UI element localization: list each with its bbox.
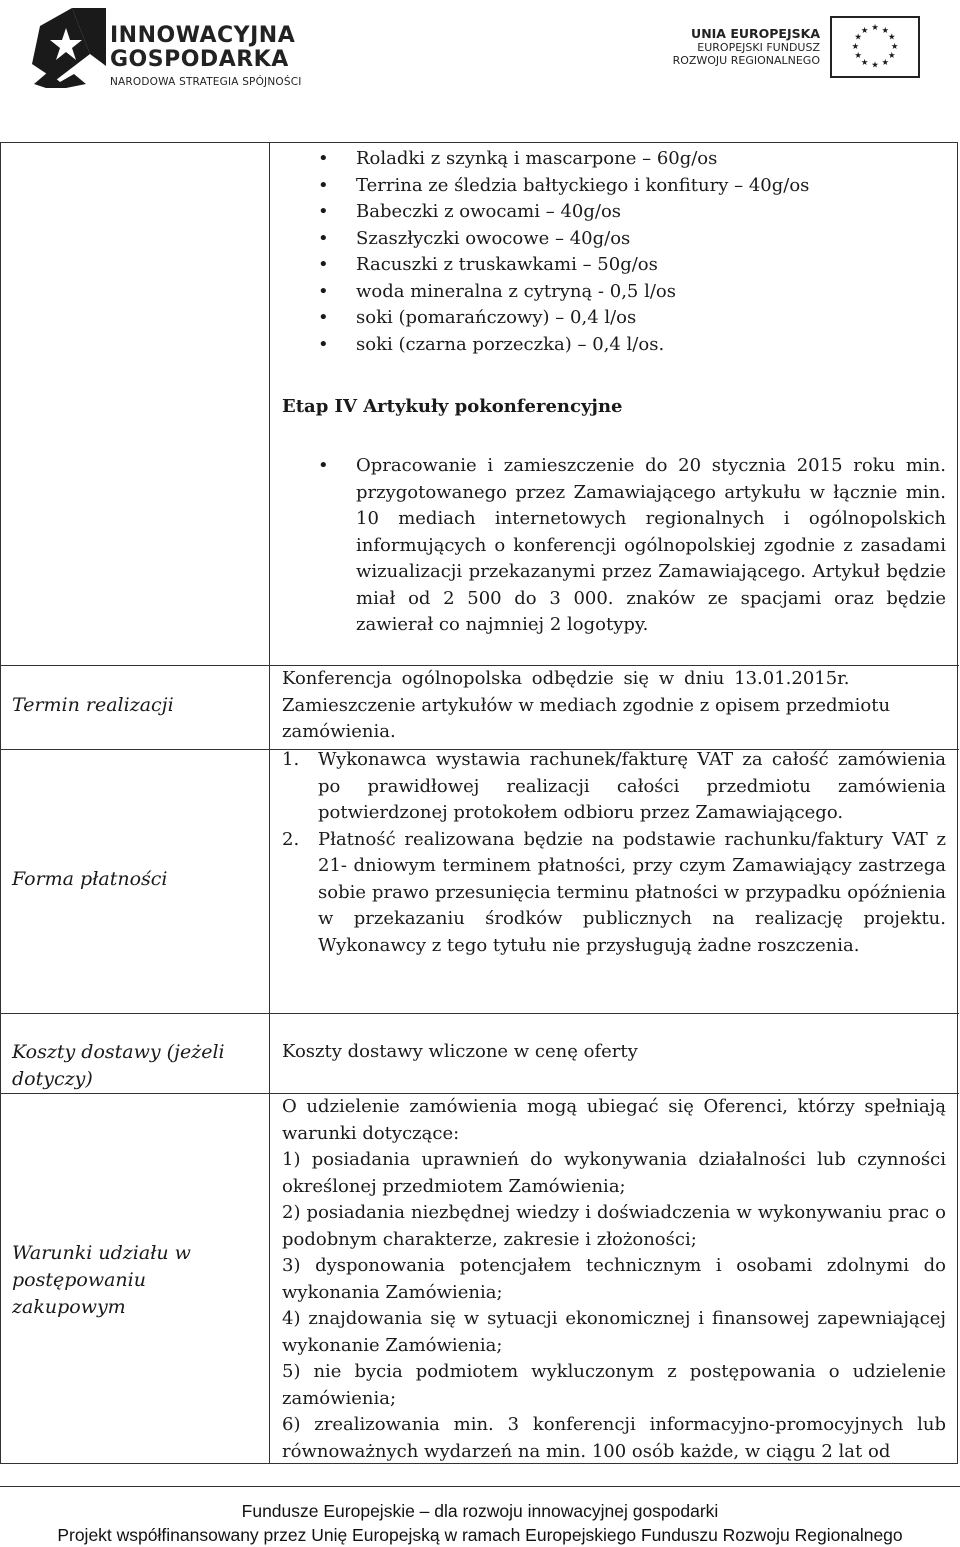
list-item: • soki (pomarańczowy) – 0,4 l/os [282, 305, 946, 332]
stage-list [282, 453, 946, 639]
logo-subtitle: NARODOWA STRATEGIA SPÓJNOŚCI [110, 76, 302, 88]
forma-platnosci-content [282, 747, 946, 959]
list-item: • Opracowanie i zamieszczenie do 20 stycznia 2015 roku min. przygotowanego przez Zamawiającego artykułu w łącznie min. 10 mediach internetowych regionalnych i ogólnopolskich informujących o konferencji ogólnopolskiej zgodnie z zasadami wizualizacji przekazanymi przez Zamawiającego. Artykuł będzie miał od 2 500 do 3 000. znaków ze spacjami oraz będzie zawierał co najmniej 2 logotypy. [282, 453, 946, 639]
row-label-warunki-udzialu: Warunki udziału w postępowaniu zakupowym [12, 1242, 191, 1318]
svg-text:★: ★ [888, 50, 896, 61]
eu-logo [670, 16, 920, 82]
conference-date: Konferencja ogólnopolska odbędzie się w dniu 13.01.2015r. [282, 668, 850, 689]
conditions-intro: O udzielenie zamówienia mogą ubiegać się Oferenci, którzy spełniają warunki dotyczące: [282, 1096, 946, 1144]
logo-title: INNOWACYJNA GOSPODARKA [110, 23, 296, 72]
condition-item: 4) znajdowania się w sytuacji ekonomicznej i finansowej zapewniającej wykonanie Zamówienia; [282, 1308, 946, 1356]
list-item: • Racuszki z truskawkami – 50g/os [282, 252, 946, 279]
list-item: 1. Wykonawca wystawia rachunek/fakturę VAT za całość zamówienia po prawidłowej realizacji całości przedmiotu zamówienia potwierdzonej protokołem odbioru przez Zamawiającego. [282, 749, 946, 823]
column-divider [269, 143, 270, 1463]
eu-logo-text: UNIA EUROPEJSKA EUROPEJSKI FUNDUSZ ROZWOJU REGIONALNEGO [672, 26, 820, 67]
list-item: • Szaszłyczki owocowe – 40g/os [282, 226, 946, 253]
payment-terms-list [282, 747, 946, 959]
list-item: • woda mineralna z cytryną - 0,5 l/os [282, 279, 946, 306]
footer-line-1: Fundusze Europejskie – dla rozwoju innowacyjnej gospodarki [241, 1501, 719, 1521]
svg-text:★: ★ [871, 22, 879, 33]
innowacyjna-gospodarka-logo-icon [26, 6, 108, 90]
stage-content [282, 453, 946, 639]
row-label-forma-platnosci: Forma płatności [12, 868, 168, 890]
svg-text:★: ★ [860, 56, 869, 67]
articles-note: Zamieszczenie artykułów w mediach zgodnie z opisem przedmiotu zamówienia. [282, 694, 891, 742]
condition-item: 6) zrealizowania min. 3 konferencji informacyjno-promocyjnych lub równoważnych wydarzeń na min. 100 osób każde, w ciągu 2 lat od [282, 1414, 946, 1462]
list-item: • Babeczki z owocami – 40g/os [282, 199, 946, 226]
svg-text:★: ★ [890, 40, 899, 51]
stage-heading: Etap IV Artykuły pokonferencyjne [282, 396, 623, 417]
svg-text:★: ★ [851, 40, 860, 51]
list-item: • Terrina ze śledzia bałtyckiego i konfitury – 40g/os [282, 173, 946, 200]
menu-list [282, 146, 946, 358]
list-item: 2. Płatność realizowana będzie na podstawie rachunku/faktury VAT z 21- dniowym terminem płatności, przy czym Zamawiający zastrzega sobie prawo przesunięcia terminu płatności w przypadku opóźnienia w przekazaniu środków publicznych na realizację projektu. Wykonawcy z tego tytułu nie przysługują żadne roszczenia. [282, 828, 946, 956]
condition-item: 5) nie bycia podmiotem wykluczonym z postępowania o udzielenie zamówienia; [282, 1361, 946, 1409]
innowacyjna-gospodarka-logo [26, 6, 316, 90]
svg-text:★: ★ [881, 56, 890, 67]
page-footer [0, 1486, 960, 1547]
condition-item: 3) dysponowania potencjałem technicznym i osobami zdolnymi do wykonania Zamówienia; [282, 1255, 946, 1303]
svg-text:★: ★ [871, 59, 879, 70]
termin-realizacji-content [282, 666, 946, 746]
svg-text:★: ★ [860, 24, 869, 35]
page-header [0, 0, 960, 100]
eu-flag-icon [830, 16, 920, 78]
row-label-koszty-dostawy: Koszty dostawy (jeżeli dotyczy) [12, 1041, 225, 1090]
catering-menu [282, 146, 946, 358]
condition-item: 2) posiadania niezbędnej wiedzy i doświadczenia w wykonywaniu prac o podobnym charakterze, zakresie i złożoności; [282, 1202, 946, 1250]
list-item: • Roladki z szynką i mascarpone – 60g/os [282, 146, 946, 173]
row-divider [1, 1013, 959, 1014]
list-item: • soki (czarna porzeczka) – 0,4 l/os. [282, 332, 946, 359]
row-label-termin-realizacji: Termin realizacji [12, 694, 174, 716]
koszty-dostawy-content: Koszty dostawy wliczone w cenę oferty [282, 1041, 638, 1062]
svg-text:★: ★ [854, 50, 862, 61]
svg-text:★: ★ [888, 31, 896, 42]
footer-line-2: Projekt współfinansowany przez Unię Europejską w ramach Europejskiego Funduszu Rozwoju Regionalnego [57, 1525, 903, 1545]
warunki-udzialu-content [282, 1094, 946, 1465]
svg-text:★: ★ [881, 24, 890, 35]
condition-item: 1) posiadania uprawnień do wykonywania działalności lub czynności określonej przedmiotem Zamówienia; [282, 1149, 946, 1197]
svg-text:★: ★ [854, 31, 862, 42]
